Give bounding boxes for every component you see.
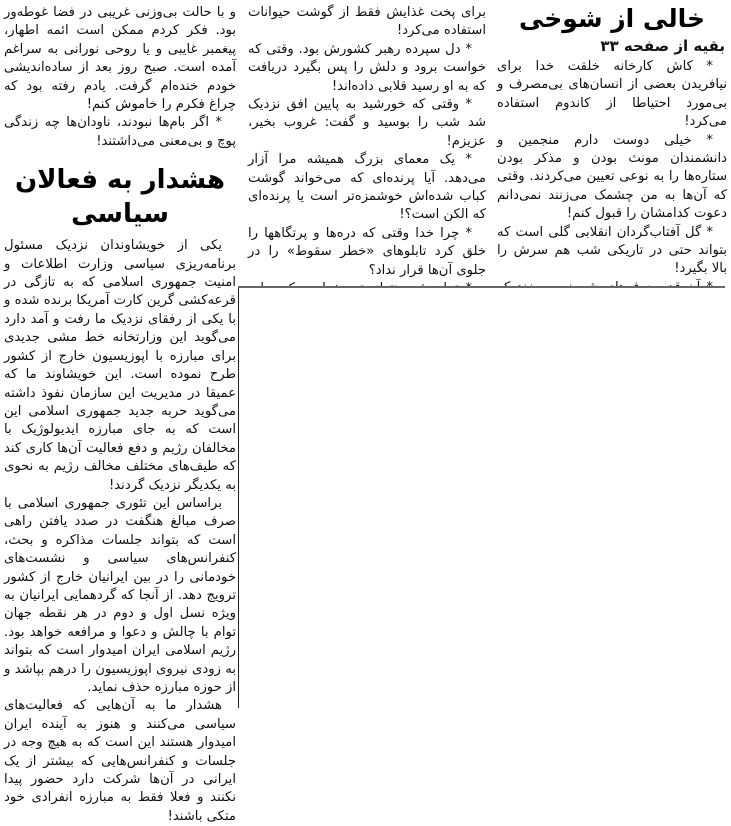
humor-paragraph: برای پخت غذایش فقط از گوشت حیوانات استفاده می‌کرد! xyxy=(248,5,486,39)
empty-ad-box xyxy=(239,288,731,708)
article-paragraph: هشدار ما به آن‌هایی که فعالیت‌های سیاسی می‌کنند و هنوز به آینده ایران امیدوار هستند این است که به هیچ وجه در جلسات و کنفرانس‌هایی که بیشتر از یک ایرانی در آن‌ها شرکت دارد حضور پیدا نکنند و فعلا فقط به مبارزه انفرادی خود متکی باشند! xyxy=(4,698,236,824)
humor-paragraph: * اگر بام‌ها نبودند، ناودان‌ها چه زندگی پوچ و بی‌معنی می‌داشتند! xyxy=(4,115,236,149)
vertical-divider xyxy=(238,288,239,708)
humor-paragraph: و با حالت بی‌وزنی غریبی در فضا غوطه‌ور بود. فکر کردم ممکن است ائمه اطهار، پیغمبر غایبی و یا روحی نورانی به سراغم آمده است. صبح روز بعد از ساده‌اندیشی خودم خنده‌ام گرفت. یادم رفته بود که چراغ فکرم را خاموش کنم! xyxy=(4,5,236,113)
humor-subtitle: بقیه از صفحه ۳۳ xyxy=(600,37,725,55)
article-paragraph: براساس این تئوری جمهوری اسلامی با صرف مبالغ هنگفت در صدد یافتن راهی است که بتواند جلسات مذاکره و بحث، کنفرانس‌های سیاسی و نشست‌های خودمانی را در بین ایرانیان خارج از کشور ترویج دهد. از آنجا که گردهمایی ایرانیان به ویژه نسل اول و دوم در هر نقطه جهان توام با چالش و دعوا و مرافعه خواهد بود. رژیم اسلامی ایران امیدوار است که بتواند به زودی نیروی اپوزیسیون را درهم بپاشد و از حوزه مبارزه حذف نماید. xyxy=(4,495,236,695)
humor-paragraph: * گل آفتاب‌گردان انقلابی گلی است که بتواند حتی در تاریکی شب هم سرش را بالا بگیرد! xyxy=(497,224,727,277)
article-paragraph: یکی از خویشاوندان نزدیک مسئول برنامه‌ریزی سیاسی وزارت اطلاعات و امنیت جمهوری اسلامی که به تازگی در قرعه‌کشی گرین کارت آمریکا برنده شده و با یکی از رفقای نزدیک ما رفت و آمد دارد می‌گوید این وزارتخانه خط مشی جدیدی برای مبارزه با اپوزیسیون خارج از کشور طرح نموده است. این خویشاوند ما که عمیقا در مدیریت این سازمان نفوذ داشته می‌گوید حربه جدید جمهوری اسلامی این است که به جای مبارزه ایدیولوژیک با مخالفان رژیم و دفع فعالیت آن‌ها کاری کند که طیف‌های مختلف مخالف رژیم به نحوی به یکدیگر نزدیک گردند! xyxy=(4,238,236,493)
humor-paragraph: * خیلی دوست دارم منجمین و دانشمندان مونث بودن و مذکر بودن ستاره‌ها را به نوعی تعیین می‌کردند. وقتی که آن‌ها به من چشمک می‌زنند نمی‌دانم دعوت کدامشان را قبول کنم! xyxy=(497,132,727,222)
humor-paragraph: * چرا خدا وقتی که دره‌ها و پرتگاهها را خلق کرد تابلوهای «خطر سقوط» را در جلوی آن‌ها قرار نداد؟ xyxy=(248,225,486,278)
humor-paragraph: * یک معمای بزرگ همیشه مرا آزار می‌دهد. آیا پرنده‌ای که می‌خواند گوشت کباب شده‌اش خوشمزه‌تر است یا پرنده‌ای که الکن است؟! xyxy=(248,152,486,223)
humor-paragraph: * دل سپرده رهبر کشورش بود. وقتی که خواست برود و دلش را پس بگیرد دریافت که به او رسید قلابی داده‌اند! xyxy=(248,41,486,94)
humor-title: خالی از شوخی xyxy=(518,4,706,33)
left-column xyxy=(4,4,236,826)
humor-paragraph: * وقتی که خورشید به پایین افق نزدیک شد شب را بوسید و گفت: غروب بخیر، عزیزم! xyxy=(248,97,486,149)
article-title: هشدار به فعالان سیاسی xyxy=(14,165,226,230)
humor-paragraph: * کاش کارخانه خلقت خدا برای نیافریدن بعضی از انسان‌های بی‌مصرف و بی‌مورد احتیاطا از کاندوم استفاده می‌کرد! xyxy=(497,59,727,130)
